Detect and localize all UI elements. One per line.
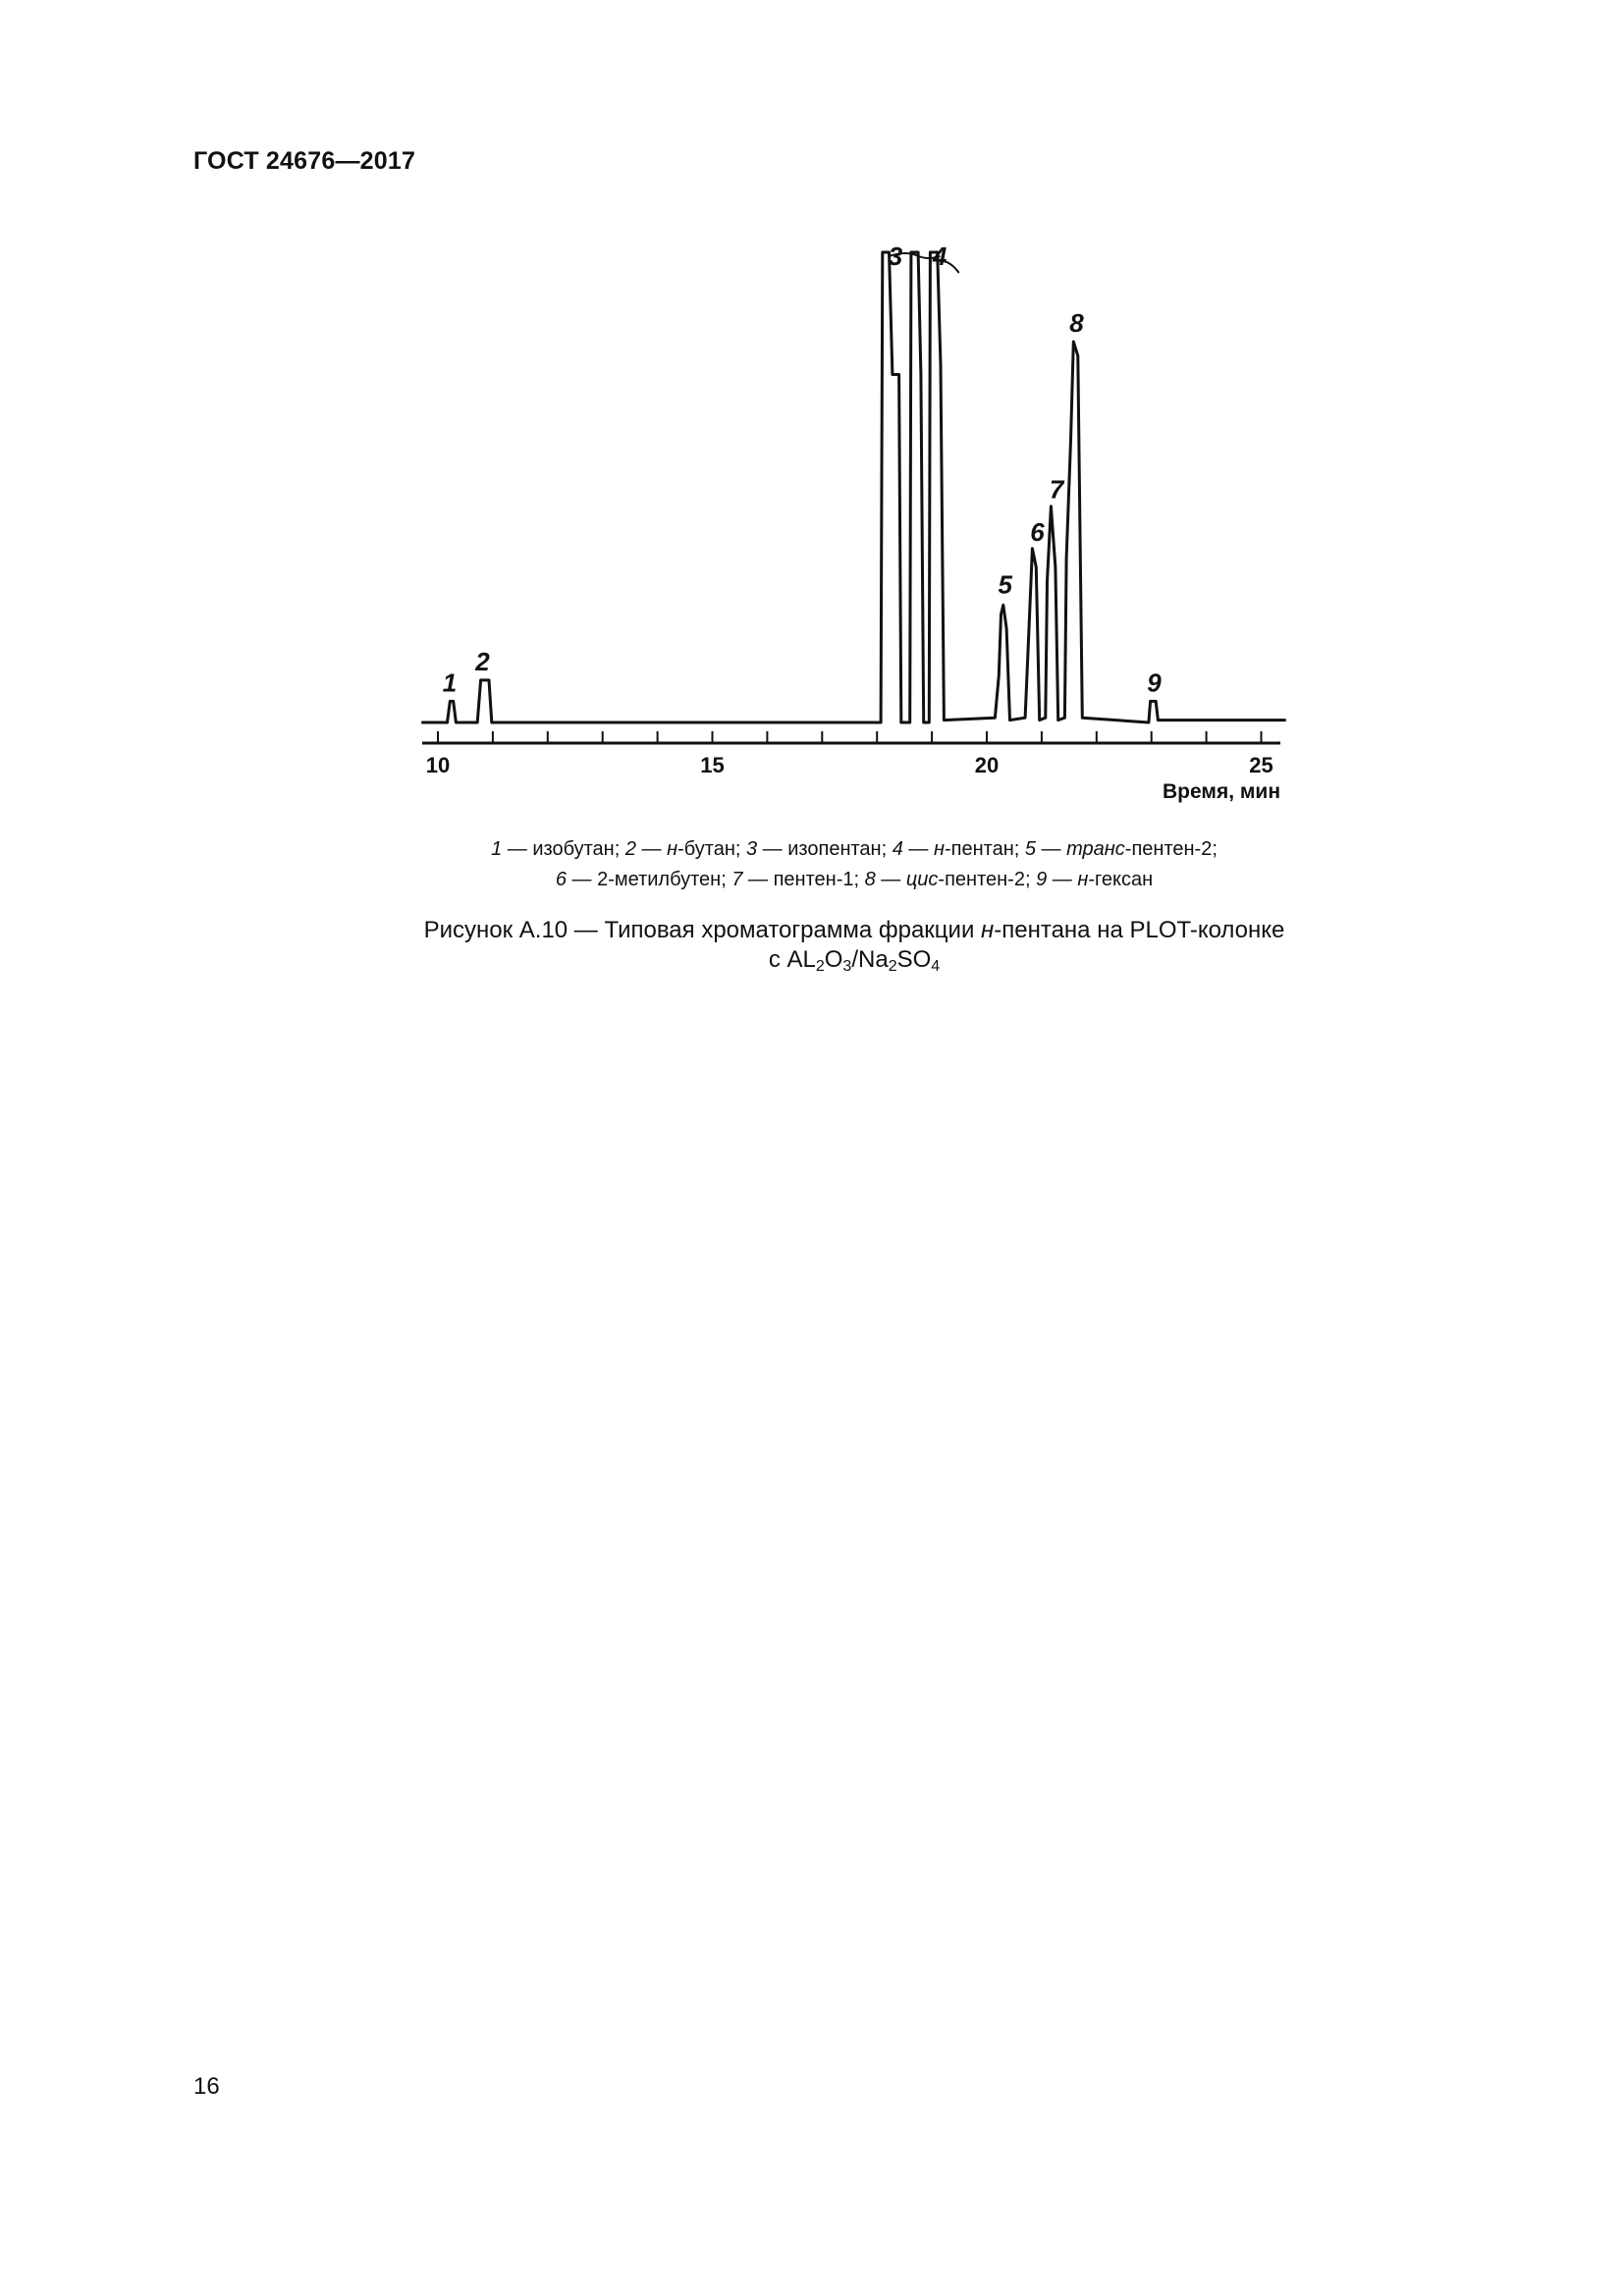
peak-legend	[0, 834, 1624, 895]
legend-number: 2	[624, 838, 636, 860]
legend-compound: -бутан;	[677, 838, 746, 860]
peak-label: 5	[998, 569, 1013, 600]
legend-line-2: 6 — 2-метилбутен; 7 — пентен-1; 8 — цис-пентен-2; 9 — н-гексан	[555, 869, 1154, 890]
peak-label: 7	[1049, 474, 1064, 505]
legend-compound: изопентан;	[787, 838, 893, 860]
legend-number: 6	[555, 869, 567, 890]
legend-line-1: 1 — изобутан; 2 — н-бутан; 3 — изопентан; 4 — н-пентан; 5 — транс-пентен-2;	[491, 838, 1218, 860]
legend-compound: -пентен-2;	[1124, 838, 1218, 860]
legend-number: 8	[864, 869, 876, 890]
peak-label: 4	[932, 241, 947, 271]
x-tick-label: 10	[425, 753, 451, 777]
legend-compound: изобутан;	[532, 838, 625, 860]
peak-labels	[443, 241, 1163, 697]
document-header: ГОСТ 24676—2017	[193, 147, 416, 175]
chromatogram-trace	[421, 252, 1285, 722]
legend-prefix: транс	[1066, 838, 1125, 860]
x-axis-label: Время, мин	[1163, 780, 1280, 803]
chromatogram-figure	[0, 0, 1624, 883]
peak-label: 8	[1069, 308, 1084, 339]
legend-number: 9	[1036, 869, 1048, 890]
legend-compound: -пентен-2;	[938, 869, 1037, 890]
caption-line-1: Рисунок А.10 — Типовая хроматограмма фракции н-пентана на PLOT-колонке	[423, 917, 1285, 943]
chromatogram-trace-layer	[421, 252, 1285, 722]
page-number: 16	[193, 2073, 220, 2100]
legend-prefix: н	[667, 838, 678, 860]
legend-compound: 2-метилбутен;	[597, 869, 732, 890]
legend-number: 4	[892, 838, 903, 860]
peak-label: 6	[1030, 516, 1045, 547]
x-tick-label: 25	[1249, 753, 1273, 777]
legend-number: 3	[746, 838, 758, 860]
legend-number: 5	[1024, 838, 1036, 860]
legend-prefix: н	[933, 838, 945, 860]
x-tick-label: 15	[700, 753, 725, 777]
legend-number: 1	[491, 838, 503, 860]
peak-label: 3	[888, 241, 903, 271]
legend-prefix: н	[1077, 869, 1089, 890]
x-tick-label: 20	[974, 753, 1000, 777]
peak-label: 9	[1147, 667, 1162, 698]
legend-number: 7	[731, 869, 743, 890]
legend-prefix: цис	[905, 869, 939, 890]
legend-compound: -пентан;	[944, 838, 1025, 860]
figure-caption	[0, 916, 1624, 982]
caption-line-2: с $AL_2O_3/Na_2SO_4$	[768, 946, 941, 975]
legend-compound: -гексан	[1088, 869, 1154, 890]
time-axis	[422, 731, 1280, 803]
legend-compound: пентен-1;	[773, 869, 865, 890]
peak-label: 1	[442, 667, 458, 698]
peak-label: 2	[475, 646, 490, 676]
